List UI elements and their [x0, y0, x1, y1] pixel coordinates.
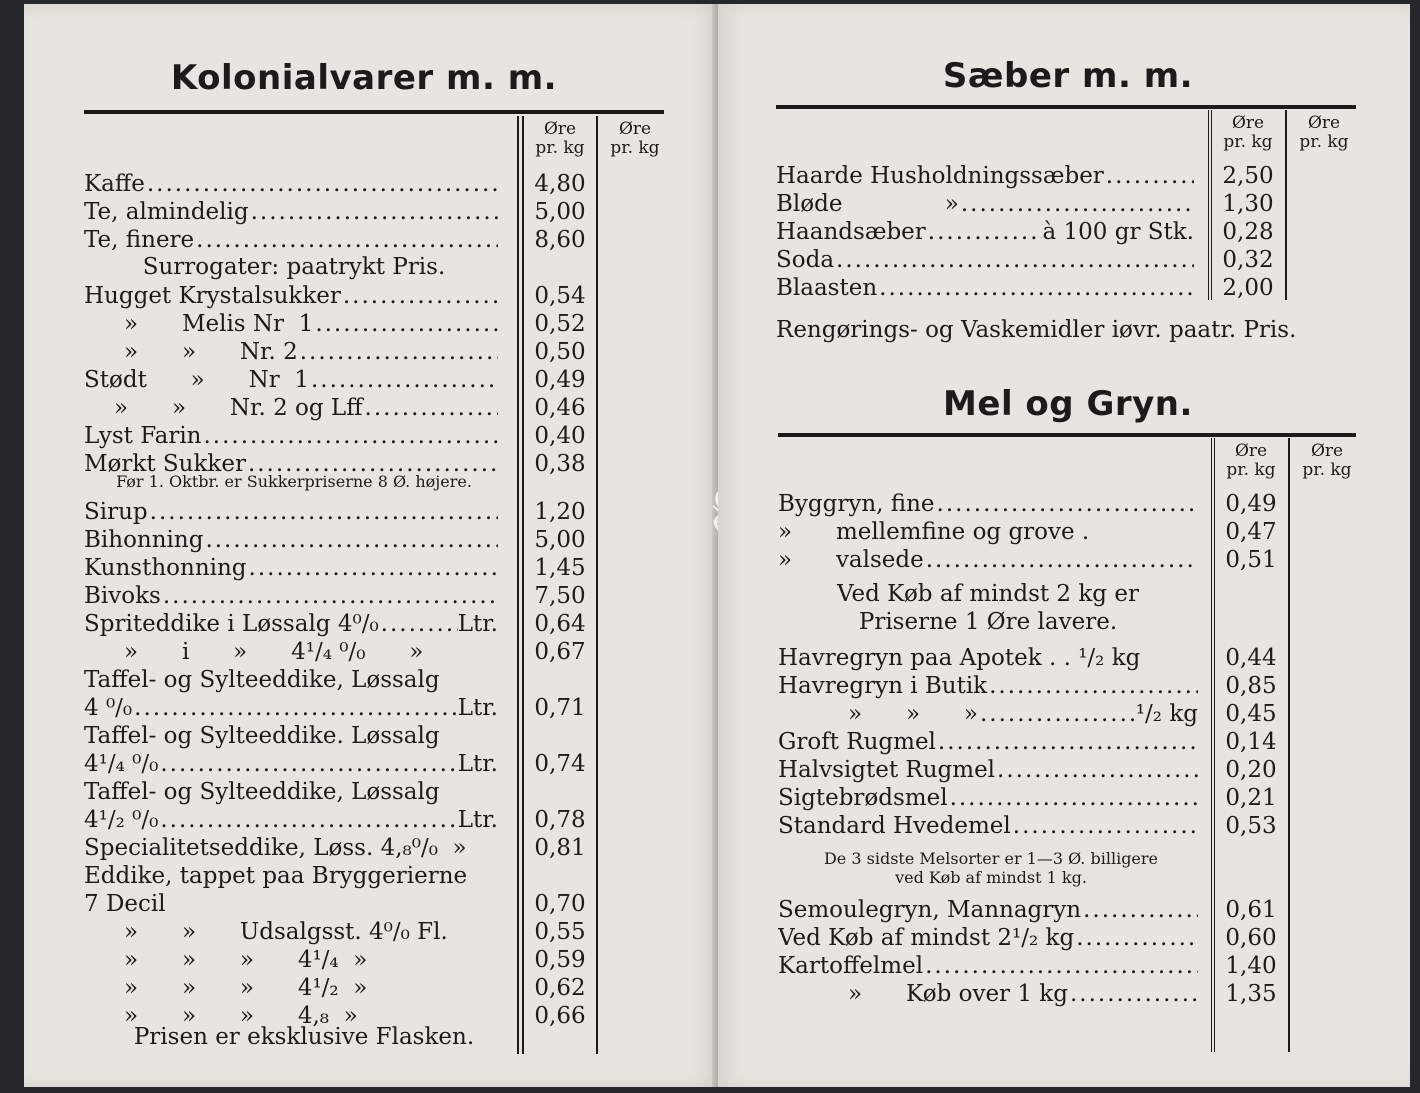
- leader-dots: [158, 750, 457, 778]
- item-label: Kaffe: [84, 171, 145, 197]
- price-row: [84, 526, 498, 554]
- price-row: [84, 778, 498, 806]
- item-unit: Ltr.: [457, 611, 498, 637]
- price-row: [778, 784, 1198, 812]
- leader-dots: [247, 554, 498, 582]
- leader-dots: [923, 952, 1198, 980]
- leader-dots: [161, 582, 498, 610]
- leader-dots: [313, 310, 498, 338]
- price-row: [848, 980, 1198, 1008]
- item-price: 1,45: [534, 555, 586, 581]
- item-price: 0,45: [1225, 701, 1277, 727]
- leader-dots: [987, 672, 1198, 700]
- item-label: Soda: [776, 247, 835, 273]
- leader-dots: [1081, 896, 1198, 924]
- item-price: 1,35: [1225, 981, 1277, 1007]
- item-label: Bihonning: [84, 527, 204, 553]
- item-label: Bløde »: [776, 191, 959, 217]
- item-label: Taffel- og Sylteeddike, Løssalg: [84, 667, 440, 693]
- leader-dots: [1074, 924, 1198, 952]
- item-label: » Melis Nr 1: [124, 311, 314, 337]
- leader-dots: [924, 546, 1198, 574]
- price-row: [778, 672, 1198, 700]
- price-row: [84, 498, 498, 526]
- mel-col-line-2: [1288, 438, 1290, 1052]
- leader-dots: [298, 338, 498, 366]
- item-price: 0,74: [534, 751, 586, 777]
- leader-dots: [1104, 162, 1194, 190]
- item-label: Lyst Farin: [84, 423, 202, 449]
- note-kob-line2: Priserne 1 Øre lavere.: [858, 609, 1118, 635]
- item-label: » mellemfine og grove .: [778, 519, 1090, 545]
- item-price: 0,51: [1225, 547, 1277, 573]
- price-row: [84, 610, 498, 638]
- item-label: Te, finere: [84, 227, 195, 253]
- price-row: [124, 310, 498, 338]
- item-label: Blaasten: [776, 275, 878, 301]
- item-price: 0,66: [534, 1003, 586, 1029]
- item-unit: Ltr.: [457, 751, 498, 777]
- price-row: [114, 394, 498, 422]
- left-col-header-2: Øre pr. kg: [610, 119, 660, 158]
- item-price: 0,78: [534, 807, 586, 833]
- item-price: 0,38: [534, 451, 586, 477]
- price-row: [778, 952, 1198, 980]
- item-price: 0,32: [1222, 247, 1274, 273]
- leader-dots: [379, 610, 458, 638]
- item-label: » » Nr. 2: [124, 339, 298, 365]
- item-price: 1,40: [1225, 953, 1277, 979]
- item-label: Taffel- og Sylteeddike, Løssalg: [84, 779, 440, 805]
- item-label: Mørkt Sukker: [84, 451, 246, 477]
- item-unit: ¹/₂ kg: [1135, 701, 1198, 727]
- leader-dots: [363, 394, 498, 422]
- leader-dots: [936, 728, 1198, 756]
- item-price: 0,53: [1225, 813, 1277, 839]
- leader-dots: [1011, 812, 1198, 840]
- item-label: Stødt » Nr 1: [84, 367, 309, 393]
- item-price: 0,46: [534, 395, 586, 421]
- saeber-col-header-1: Øre pr. kg: [1223, 113, 1273, 152]
- mel-gryn-title: Mel og Gryn.: [943, 384, 1193, 424]
- price-row: [84, 554, 498, 582]
- item-label: Halvsigtet Rugmel: [778, 757, 996, 783]
- price-row: [776, 218, 1194, 246]
- item-label: Sigtebrødsmel: [778, 785, 948, 811]
- leader-dots: [877, 274, 1194, 302]
- price-row: [776, 246, 1194, 274]
- item-price: 0,61: [1225, 897, 1277, 923]
- leader-dots: [978, 700, 1136, 728]
- item-label: Haarde Husholdningssæber: [776, 163, 1104, 189]
- note-mel-line2: ved Køb af mindst 1 kg.: [895, 868, 1087, 887]
- price-row: [778, 546, 1198, 574]
- note-surrogater: Surrogater: paatrykt Pris.: [142, 254, 446, 280]
- leader-dots: [341, 282, 498, 310]
- price-row: [776, 162, 1194, 190]
- item-label: » i » 4¹/₄ ⁰/₀ »: [124, 639, 424, 665]
- price-row: [778, 728, 1198, 756]
- item-label: Groft Rugmel: [778, 729, 936, 755]
- price-row: [84, 422, 498, 450]
- item-price: 2,50: [1222, 163, 1274, 189]
- leader-dots: [132, 694, 458, 722]
- item-label: » » Udsalgsst. 4⁰/₀ Fl.: [124, 919, 448, 945]
- leader-dots: [834, 246, 1194, 274]
- right-page: [718, 4, 1410, 1087]
- mel-title-rule: [778, 433, 1356, 437]
- price-row: [84, 366, 498, 394]
- item-price: 0,21: [1225, 785, 1277, 811]
- price-row: [778, 812, 1198, 840]
- saeber-title-rule: [776, 105, 1356, 109]
- item-price: 0,60: [1225, 925, 1277, 951]
- item-price: 0,50: [534, 339, 586, 365]
- leader-dots: [148, 498, 498, 526]
- item-label: » Køb over 1 kg: [848, 981, 1068, 1007]
- item-unit: Ltr.: [457, 807, 498, 833]
- price-row: [778, 924, 1198, 952]
- price-row: [124, 974, 498, 1002]
- item-label: Spriteddike i Løssalg 4⁰/₀: [84, 611, 379, 637]
- item-price: 7,50: [534, 583, 586, 609]
- price-row: [778, 490, 1198, 518]
- item-unit: à 100 gr Stk.: [1042, 219, 1194, 245]
- item-label: Bivoks: [84, 583, 161, 609]
- price-row: [124, 918, 498, 946]
- item-price: 0,20: [1225, 757, 1277, 783]
- price-row: [776, 274, 1194, 302]
- note-mel-line1: De 3 sidste Melsorter er 1—3 Ø. billigere: [823, 849, 1159, 868]
- item-label: Eddike, tappet paa Bryggerierne: [84, 863, 468, 889]
- item-label: Semoulegryn, Mannagryn: [778, 897, 1082, 923]
- price-row: [778, 518, 1198, 546]
- price-row: [84, 806, 498, 834]
- saeber-col-header-2: Øre pr. kg: [1299, 113, 1349, 152]
- left-col-header-1: Øre pr. kg: [535, 119, 585, 158]
- item-price: 0,62: [534, 975, 586, 1001]
- note-kob-line1: Ved Køb af mindst 2 kg er: [837, 581, 1139, 607]
- item-label: Sirup: [84, 499, 148, 525]
- item-price: 1,20: [534, 499, 586, 525]
- item-price: 0,64: [534, 611, 586, 637]
- item-label: » » »: [848, 701, 978, 727]
- item-price: 0,55: [534, 919, 586, 945]
- item-price: 2,00: [1222, 275, 1274, 301]
- item-price: 0,28: [1222, 219, 1274, 245]
- price-row: [84, 722, 498, 750]
- item-label: Byggryn, fine: [778, 491, 935, 517]
- left-title-rule: [84, 110, 664, 114]
- price-row: [84, 890, 498, 918]
- item-price: 0,49: [1225, 491, 1277, 517]
- price-row: [84, 282, 498, 310]
- item-label: » » » 4¹/₄ »: [124, 947, 368, 973]
- item-label: Specialitetseddike, Løss. 4,₈⁰/₀ »: [84, 835, 467, 861]
- item-price: 0,59: [534, 947, 586, 973]
- item-price: 0,67: [534, 639, 586, 665]
- item-price: 0,44: [1225, 645, 1277, 671]
- price-row: [84, 170, 498, 198]
- item-label: » » Nr. 2 og Lff: [114, 395, 363, 421]
- price-row: [124, 638, 498, 666]
- price-row: [778, 896, 1198, 924]
- price-row: [84, 198, 498, 226]
- saeber-title: Sæber m. m.: [942, 56, 1194, 96]
- price-row: [84, 694, 498, 722]
- item-label: Standard Hvedemel: [778, 813, 1011, 839]
- item-label: Kunsthonning: [84, 555, 247, 581]
- leader-dots: [145, 170, 498, 198]
- item-label: Havregryn i Butik: [778, 673, 988, 699]
- item-label: » valsede: [778, 547, 924, 573]
- mel-col-header-2: Øre pr. kg: [1302, 441, 1352, 480]
- leader-dots: [202, 422, 499, 450]
- price-row: [84, 834, 498, 862]
- item-price: 0,52: [534, 311, 586, 337]
- item-label: 7 Decil: [84, 891, 166, 917]
- leader-dots: [203, 526, 498, 554]
- item-price: 0,14: [1225, 729, 1277, 755]
- item-price: 5,00: [534, 527, 586, 553]
- mel-col-header-1: Øre pr. kg: [1226, 441, 1276, 480]
- leader-dots: [194, 226, 498, 254]
- left-col-line-3: [596, 116, 598, 1054]
- leader-dots: [309, 366, 498, 394]
- leader-dots: [158, 806, 457, 834]
- note-flasken: Prisen er eksklusive Flasken.: [133, 1024, 475, 1050]
- leader-dots: [959, 190, 1194, 218]
- item-price: 0,47: [1225, 519, 1277, 545]
- leader-dots: [249, 198, 498, 226]
- leader-dots: [1068, 980, 1198, 1008]
- item-label: 4¹/₂ ⁰/₀: [84, 807, 159, 833]
- price-row: [84, 750, 498, 778]
- note-sukkerpriser: Før 1. Oktbr. er Sukkerpriserne 8 Ø. højere.: [116, 472, 472, 491]
- item-label: » » » 4¹/₂ »: [124, 975, 368, 1001]
- item-label: Kartoffelmel: [778, 953, 924, 979]
- item-label: Taffel- og Sylteeddike. Løssalg: [84, 723, 440, 749]
- leader-dots: [995, 756, 1198, 784]
- item-price: 0,70: [534, 891, 586, 917]
- item-price: 0,81: [534, 835, 586, 861]
- price-row: [84, 666, 498, 694]
- leader-dots: [935, 490, 1198, 518]
- price-row: [778, 756, 1198, 784]
- price-row: [124, 946, 498, 974]
- item-label: Ved Køb af mindst 2¹/₂ kg: [778, 925, 1075, 951]
- item-price: 0,71: [534, 695, 586, 721]
- item-price: 0,54: [534, 283, 586, 309]
- item-label: 4¹/₄ ⁰/₀: [84, 751, 159, 777]
- price-row: [776, 190, 1194, 218]
- left-col-line-1: [517, 116, 519, 1054]
- item-price: 8,60: [534, 227, 586, 253]
- item-label: Hugget Krystalsukker: [84, 283, 341, 309]
- item-price: 0,85: [1225, 673, 1277, 699]
- item-label: » » » 4,₈ »: [124, 1003, 358, 1029]
- item-price: 4,80: [534, 171, 586, 197]
- leader-dots: [948, 784, 1198, 812]
- item-label: Haandsæber: [776, 219, 926, 245]
- price-row: [84, 862, 498, 890]
- note-rengoring: Rengørings- og Vaskemidler iøvr. paatr. Pris.: [776, 317, 1297, 343]
- item-label: Te, almindelig: [84, 199, 249, 225]
- item-price: 1,30: [1222, 191, 1274, 217]
- item-price: 0,49: [534, 367, 586, 393]
- item-price: 0,40: [534, 423, 586, 449]
- item-label: 4 ⁰/₀: [84, 695, 133, 721]
- price-row: [778, 644, 1198, 672]
- price-row: [124, 338, 498, 366]
- saeber-col-line-2: [1285, 110, 1287, 300]
- kolonialvarer-title: Kolonialvarer m. m.: [170, 58, 558, 98]
- item-label: Havregryn paa Apotek . . ¹/₂ kg: [778, 645, 1141, 671]
- price-row: [848, 700, 1198, 728]
- item-unit: Ltr.: [457, 695, 498, 721]
- price-row: [84, 582, 498, 610]
- item-price: 5,00: [534, 199, 586, 225]
- leader-dots: [926, 218, 1043, 246]
- price-row: [84, 226, 498, 254]
- left-page: [24, 4, 718, 1087]
